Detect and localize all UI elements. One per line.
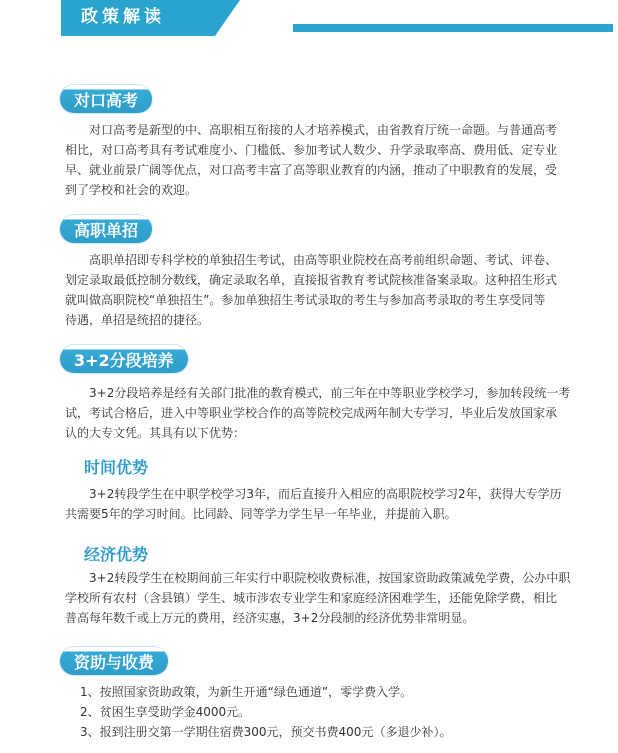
section-title-duikou: 对口高考 bbox=[60, 85, 152, 113]
paragraph-line: 学校所有农村（含县镇）学生、城市涉农专业学生和家庭经济困难学生，还能免除学费，相比 bbox=[65, 591, 558, 605]
section-title-funding: 资助与收费 bbox=[60, 647, 168, 675]
paragraph-line: 相比，对口高考具有考试难度小、门槛低、参加考试人数少、升学录取率高、费用低、定专业 bbox=[65, 143, 558, 157]
subsection-body-economy bbox=[65, 568, 593, 628]
subsection-title-time: 时间优势 bbox=[84, 458, 149, 477]
paragraph-line: 共需要5年的学习时间。比同龄、同等学力学生早一年毕业，并提前入职。 bbox=[65, 507, 457, 521]
header-rule bbox=[293, 24, 613, 32]
list-item: 3、报到注册交第一学期住宿费300元，预交书费400元（多退少补）。 bbox=[80, 725, 452, 739]
paragraph-line: 认的大专文凭。其具有以下优势： bbox=[65, 426, 246, 440]
subsection-title-economy: 经济优势 bbox=[84, 545, 149, 564]
paragraph-line: 早、就业前景广阔等优点，对口高考丰富了高等职业教育的内涵，推动了中职教育的发展，受 bbox=[65, 163, 558, 177]
paragraph-line: 试，考试合格后，进入中等职业学校合作的高等院校完成两年制大专学习，毕业后发放国家承 bbox=[65, 406, 558, 420]
paragraph-line: 就叫做高职院校“单独招生”。参加单独招生考试录取的考生与参加高考录取的考生享受同等 bbox=[65, 293, 546, 307]
paragraph-line: 普高每年数千或上万元的费用，经济实惠，3+2分段制的经济优势非常明显。 bbox=[65, 611, 475, 625]
paragraph-line: 高职单招即专科学校的单独招生考试，由高等职业院校在高考前组织命题、考试、评卷、 bbox=[89, 253, 558, 267]
list-item: 1、按照国家资助政策，为新生开通“绿色通道”，零学费入学。 bbox=[80, 685, 413, 699]
paragraph-line: 待遇，单招是统招的捷径。 bbox=[65, 313, 210, 327]
paragraph-line: 3+2转段学生在校期间前三年实行中职院校收费标准，按国家资助政策减免学费，公办中职 bbox=[89, 571, 571, 585]
paragraph-line: 3+2分段培养是经有关部门批准的教育模式，前三年在中等职业学校学习，参加转段统一考 bbox=[89, 386, 571, 400]
section-title-danzhao: 高职单招 bbox=[60, 215, 152, 243]
paragraph-line: 到了学校和社会的欢迎。 bbox=[65, 183, 198, 197]
subsection-body-time bbox=[65, 484, 593, 524]
paragraph-line: 划定录取最低控制分数线，确定录取名单，直接报省教育考试院核准备案录取。这种招生形式 bbox=[65, 273, 558, 287]
section-body-danzhao bbox=[65, 250, 593, 330]
section-body-3plus2 bbox=[65, 383, 593, 443]
section-body-duikou bbox=[65, 120, 593, 200]
paragraph-line: 对口高考是新型的中、高职相互衔接的人才培养模式，由省教育厅统一命题。与普通高考 bbox=[89, 123, 558, 137]
section-title-3plus2: 3+2分段培养 bbox=[60, 345, 188, 373]
paragraph-line: 3+2转段学生在中职学校学习3年，而后直接升入相应的高职院校学习2年，获得大专学历 bbox=[89, 487, 562, 501]
page-title: 政策解读 bbox=[81, 7, 165, 27]
list-item: 2、贫困生享受助学金4000元。 bbox=[80, 705, 251, 719]
